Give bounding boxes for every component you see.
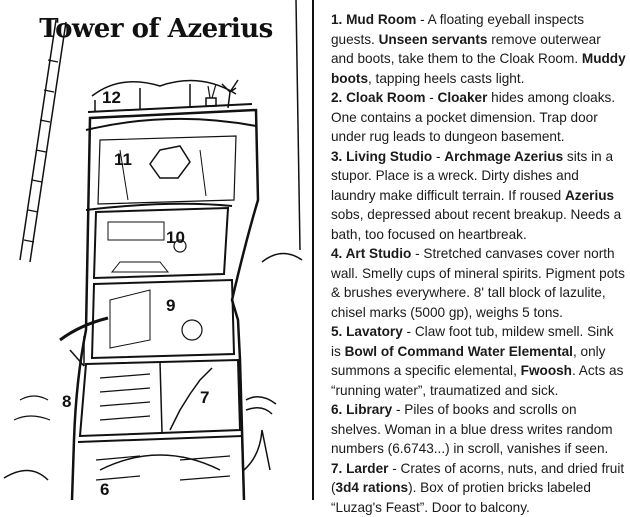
room-entry [331, 459, 627, 517]
entry-text: - [425, 90, 437, 105]
floor-number: 7 [200, 388, 209, 408]
room-entry [331, 10, 627, 88]
entry-bold-text: Muddy boots [331, 51, 626, 86]
entry-text: - [432, 149, 444, 164]
entry-text: - Piles of books and scrolls on shelves. Woman in a blue dress writes random numbers (6.6743...) in scroll, vanishes if seen. [331, 402, 613, 456]
floor-number: 12 [102, 88, 121, 108]
entry-bold-text: Bowl of Command Water Elemental [345, 344, 573, 359]
floor-number: 11 [114, 150, 132, 170]
entry-bold-text: 7. Larder [331, 461, 388, 476]
room-entry [331, 88, 627, 147]
entry-bold-text: 5. Lavatory [331, 324, 403, 339]
column-divider [312, 0, 314, 500]
entry-text: - Stretched canvases cover north wall. Smelly cups of mineral spirits. Pigment pots & brushes everywhere. 8' tall block of lazulite, chisel marks (5000 gp), weighs 5 tons. [331, 246, 625, 320]
entry-bold-text: 1. Mud Room [331, 12, 416, 27]
entry-bold-text: Fwoosh [521, 363, 572, 378]
entry-text: sobs, depressed about recent breakup. Needs a bath, too focused on heartbreak. [331, 207, 621, 242]
floor-number: 6 [100, 480, 109, 500]
floor-number: 9 [166, 296, 175, 316]
room-key [331, 10, 627, 517]
floor-number: 8 [62, 392, 71, 412]
room-entry [331, 322, 627, 400]
floor-number: 10 [166, 228, 185, 248]
room-entry [331, 244, 627, 322]
entry-text: remove outerwear and boots, take them to the Cloak Room. [331, 32, 601, 67]
entry-text: hides among cloaks. One contains a pocket dimension. Trap door under rug leads to dungeon basement. [331, 90, 615, 144]
tower-illustration [0, 0, 312, 500]
entry-text: ). Box of protien bricks labeled “Luzag's Feast”. Door to balcony. [331, 480, 591, 515]
entry-bold-text: 3. Living Studio [331, 149, 432, 164]
entry-bold-text: 6. Library [331, 402, 392, 417]
tower-illustration-panel [0, 0, 312, 500]
entry-text: - Crates of acorns, nuts, and dried fruit ( [331, 461, 624, 496]
entry-text: - Claw foot tub, mildew smell. Sink is [331, 324, 614, 359]
entry-text: - A floating eyeball inspects guests. [331, 12, 584, 47]
entry-bold-text: 3d4 rations [336, 480, 409, 495]
room-entry [331, 400, 627, 459]
entry-text: , tapping heels casts light. [368, 71, 524, 86]
room-entry [331, 147, 627, 245]
entry-bold-text: Cloaker [438, 90, 488, 105]
map-title: Tower of Azerius [0, 14, 312, 44]
entry-text: , only summons a specific elemental, [331, 344, 605, 379]
entry-bold-text: Archmage Azerius [444, 149, 563, 164]
entry-text: . Acts as “running water”, traumatized and sick. [331, 363, 623, 398]
entry-bold-text: 4. Art Studio [331, 246, 411, 261]
entry-bold-text: Unseen servants [379, 32, 488, 47]
entry-bold-text: 2. Cloak Room [331, 90, 425, 105]
entry-text: sits in a stupor. Place is a wreck. Dirty dishes and laundry make difficult terrain. If roused [331, 149, 613, 203]
entry-bold-text: Azerius [565, 188, 614, 203]
